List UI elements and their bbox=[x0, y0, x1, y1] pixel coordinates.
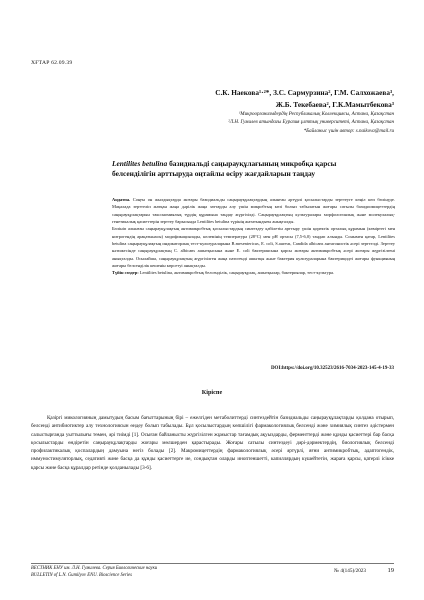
article-title bbox=[112, 159, 352, 180]
irstap-code: ХҒТАР 62.09.39 bbox=[31, 60, 73, 66]
authors bbox=[60, 87, 394, 110]
corresponding-author: *Байланыс үшін автор: s.naikova@mail.ru bbox=[303, 128, 394, 134]
footer-journal-en: BULLETIN of L.N. Gumilyov ENU. Bioscience Series bbox=[31, 572, 132, 578]
page-number: 19 bbox=[387, 567, 394, 574]
abstract bbox=[112, 196, 395, 277]
keywords bbox=[112, 269, 395, 276]
abstract-paragraph-2: Бөлініп алынған саңырауқұлақтың антимикробтық қосылыстардың синтездеу қабілетін арттыру үшін қоректік орталық құрамын (көміртегі мен нитрогендің арақатынасы) модификациялады, көлемінің температура (28°C) мен pH ортасы (7,5-6,0) таңдап алынды. Сонымен қатар, Lentilites betulina саңырауқұлақтың индикаторлық тест-культураларына B.mesentericus, E. coli, S.aureus, Candida albicans антагонистік әсері зерттелді. Зерттеу нәтижесінде саңырауқұлақтың C. albicans ашытқысына және E. coli бактериясына қарсы жоғары антимикробтық әсері жоғары жүргізілгені анықталды. Осылайша, саңырауқұлақтың жүргізілген жаңа патогенді ашытқы және бактерия культураларына бактерицидті жоғары функцияның жоғары белсенділік кешенін көрсетуі анықталды. bbox=[112, 226, 395, 269]
footer-journal-ru: ВЕСТНИК ЕНУ им. Л.Н. Гумилева. Серия Биологические науки bbox=[31, 566, 158, 571]
abstract-paragraph-1 bbox=[112, 196, 395, 225]
doi-link[interactable]: DOI:https://doi.org/10.32523/2616-7034-2023-145-4-19-33 bbox=[270, 366, 394, 371]
keywords-text: Lentilites betulina, антимикробтық белсенділік, саңырауқұлақ, ашытқылар, бактериялар, тест-культура. bbox=[138, 270, 335, 276]
intro-paragraph: Қазіргі микологияның дамытудың басым бағыттарының бірі – ежелгіден метаболиттерді синтездейтін базидиальды саңырауқұлақтарды қолдана отырып, белсенді антибиотиктер алу технологиясын өндеу болып табылады. Бұл қосылыстардың көпшілігі фармакологиялық белсенді және химиялық синтез әдістермен салыстырғанда уыттылығы төмен, әрі тиімді [1]. Осыған байланысты жүргізілген жұмыстар тағамдық ақуыздарды, ферменттерді және құнды қасиеттері бар басқа қосылыстарды өндіретін саңырауқұлақтарды жоғары мөлшерден қарастырады. Жоғары сатылы синтездеуі дәрі-дәрмектердің, биологиялық белсенді профилактикалық қоспалардың дамуына негіз болады [2]. Макромицеттердің фармакологиялық әсері әртүрлі, яғни антимикробтық, адаптогендік, иммуностимуляторлық, седативті және басқа да құнды қасиеттерге ие, сондықтан оларды иноптеншетті, капиллярдың күшейтетін, жараға қарсы, қатерлі ісікке қарсы және басқа құралдар ретінде қолданылады [3-6]. bbox=[31, 415, 394, 471]
abstract-text-1: Соңғы он жылдықтарда жоғары базидиальды саңырауқұлақтардың алынған әртүрлі қосылыстарды зерттеуге көңіл көп бөлінуде. Мақалада зерттеліп жатқан жаңа дәрілік жаңа заттарды алу үшін микробтың көзі болып табылатын жоғары сатылы базидиомицеттердің саңырауқұлақтарын таксономиялық түрдің құрамына таңдау жүргізілді. Саңырауқұлақтың культуралары морфологиялық және молекулалық-генетикалық қасиеттерін зерттеу барысында Lentilites betulina түрінің жататындығы анықталды. bbox=[112, 197, 396, 225]
title-text: базидиальді саңырауқұлағының микробқа қарсы белсенділігін арттыруда оңтайлы өсіру жағдайларын таңдау bbox=[112, 159, 337, 179]
keywords-label: Түйін сөздер: bbox=[112, 270, 139, 276]
affiliation-2: ²Л.Н. Гумилев атындағы Еуразия ұлттық университеті, Астана, Қазақстан bbox=[228, 120, 394, 126]
affiliations bbox=[60, 111, 394, 136]
page-footer bbox=[31, 566, 394, 586]
title-species: Lentilites betulina bbox=[112, 159, 168, 168]
section-title: Кіріспе bbox=[201, 389, 223, 396]
footer-divider bbox=[31, 563, 394, 564]
footer-journal bbox=[31, 566, 157, 579]
authors-line-2: Ж.Б. Текебаева², Г.К.Мамытбекова³ bbox=[275, 99, 394, 109]
authors-line-1: С.К. Наекова¹·²*, З.С. Сармурзина², Г.М. Салхожаева³, bbox=[215, 88, 394, 97]
introduction bbox=[31, 414, 394, 472]
affiliation-1: ¹Микроорганизмдердің Республикалық Коллекциясы, Астана, Қазақстан bbox=[238, 112, 394, 117]
abstract-label: Аңдатпа. bbox=[112, 197, 131, 202]
footer-issue: № 4(145)/2023 bbox=[334, 568, 366, 574]
